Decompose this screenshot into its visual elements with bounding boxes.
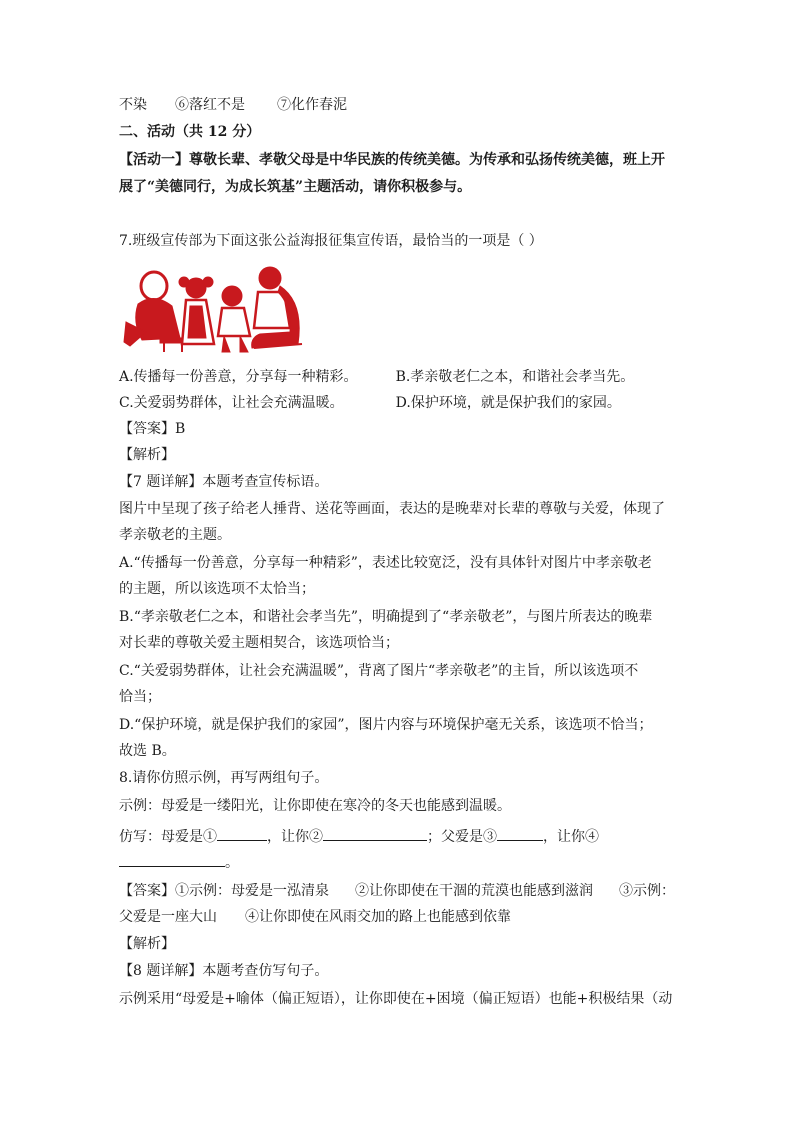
imitation-line: [119, 826, 679, 848]
fill-blank-3: [497, 826, 543, 841]
text-fragment: ②让你即使在干涸的荒漠也能感到滋润: [355, 883, 593, 899]
grandma-head: [259, 267, 281, 289]
activity-intro-line-1: 【活动一】尊敬长辈、孝敬父母是中华民族的传统美德。为传承和弘扬传统美德，班上开: [119, 152, 665, 168]
choice-conclusion: 故选 B。: [119, 743, 176, 759]
text-fragment: 仿写：母爱是①: [119, 829, 217, 845]
answer-8-line-1: [119, 880, 679, 902]
question-8: 8.请你仿照示例，再写两组句子。: [119, 770, 329, 786]
analysis-c-2: 恰当；: [119, 689, 161, 705]
answer-tail-line: [119, 94, 679, 116]
imitation-line-2: [119, 852, 679, 874]
options-row-2: [119, 392, 679, 414]
boy-head: [222, 286, 242, 306]
fill-blank-2: [323, 826, 427, 841]
question-7: 7.班级宣传部为下面这张公益海报征集宣传语，最恰当的一项是（ ）: [119, 233, 543, 249]
text-fragment: 。: [225, 855, 239, 871]
options-row-1: [119, 366, 679, 388]
option-c: C.关爱弱势群体，让社会充满温暖。: [119, 395, 344, 411]
option-d: D.保护环境，就是保护我们的家园。: [395, 395, 621, 411]
text-fragment: ⑦化作春泥: [277, 97, 347, 113]
fill-blank-4: [119, 852, 225, 867]
example-sentence: 示例：母爱是一缕阳光，让你即使在寒冷的冬天也能感到温暖。: [119, 798, 511, 814]
text-fragment: ④让你即使在风雨交加的路上也能感到依靠: [245, 909, 511, 925]
analysis-a-1: A.“传播每一份善意，分享每一种精彩”，表述比较宽泛，没有具体针对图片中孝亲敬老: [119, 555, 652, 571]
text-fragment: ③示例：: [619, 883, 675, 899]
text-fragment: 【答案】①示例：母爱是一泓清泉: [119, 883, 329, 899]
analysis-label-7: 【解析】: [119, 447, 175, 463]
analysis-a-2: 的主题，所以该选项不太恰当；: [119, 581, 315, 597]
paper-cut-illustration: [120, 262, 304, 354]
analysis-d-1: D.“保护环境，就是保护我们的家园”，图片内容与环境保护毫无关系，该选项不恰当；: [119, 717, 653, 733]
option-a: A.传播每一份善意，分享每一种精彩。: [119, 369, 358, 385]
detail-8-title: 【8 题详解】本题考查仿写句子。: [119, 963, 329, 979]
analysis-c-1: C.“关爱弱势群体，让社会充满温暖”，背离了图片“孝亲敬老”的主旨，所以该选项不: [119, 663, 639, 679]
detail-7-title: 【7 题详解】本题考查宣传标语。: [119, 474, 329, 490]
analysis-8-para: 示例采用“母爱是+喻体（偏正短语），让你即使在+困境（偏正短语）也能+积极结果（动: [119, 991, 673, 1007]
boy-body: [218, 308, 250, 336]
text-fragment: ；父爱是③: [427, 829, 497, 845]
analysis-para-1b: 孝亲敬老的主题。: [119, 527, 231, 543]
section-heading: 二、活动（共 12 分）: [119, 124, 261, 140]
text-fragment: ⑥落红不是: [175, 97, 245, 113]
answer-7: 【答案】B: [119, 421, 186, 437]
fill-blank-1: [217, 826, 267, 841]
text-fragment: 父爱是一座大山: [119, 909, 217, 925]
analysis-b-1: B.“孝亲敬老仁之本，和谐社会孝当先”，明确提到了“孝亲敬老”，与图片所表达的晚辈: [119, 609, 653, 625]
analysis-b-2: 对长辈的尊敬关爱主题相契合，该选项恰当；: [119, 635, 399, 651]
answer-8-line-2: [119, 906, 679, 928]
grandpa-head: [141, 272, 167, 300]
analysis-label-8: 【解析】: [119, 936, 175, 952]
text-fragment: ，让你④: [543, 829, 599, 845]
option-b: B.孝亲敬老仁之本，和谐社会孝当先。: [395, 369, 635, 385]
activity-intro-line-2: 展了“美德同行，为成长筑基”主题活动，请你积极参与。: [119, 179, 472, 195]
text-fragment: ，让你②: [267, 829, 323, 845]
text-fragment: 不染: [119, 97, 147, 113]
analysis-para-1: 图片中呈现了孩子给老人捶背、送花等画面，表达的是晚辈对长辈的尊敬与关爱，体现了: [119, 501, 665, 517]
